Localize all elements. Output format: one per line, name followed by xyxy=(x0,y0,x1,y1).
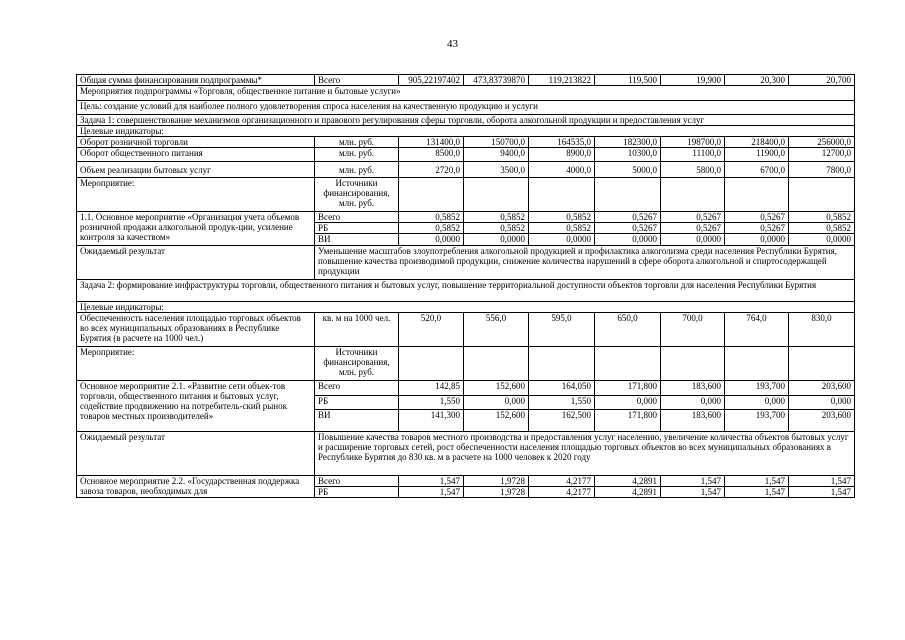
measure-value: 1,547 xyxy=(399,475,464,486)
result-text: Уменьшение масштабов злоупотребления алкогольной продукцией и профилактика алкоголизма среди населения Республики Бурятия, повышение качества производимой продукции, снижение количества нарушений в сфере оборота алкогольной и спиртосодержащей продукции xyxy=(315,245,855,279)
indicator-value: 7800,0 xyxy=(789,162,855,178)
measure-row xyxy=(77,380,855,395)
measure-row xyxy=(77,212,855,223)
measure-value: 193,700 xyxy=(725,409,789,431)
measure-value: 0,000 xyxy=(464,395,529,409)
indicator-value: 164535,0 xyxy=(529,137,595,148)
measure-value: 0,5852 xyxy=(529,212,595,223)
indicator-value: 520,0 xyxy=(399,312,464,346)
measure-value: 1,550 xyxy=(399,395,464,409)
measure-value: 0,0000 xyxy=(725,234,789,245)
measure-row xyxy=(77,475,855,486)
result-row xyxy=(77,245,855,279)
measure-value: 4,2177 xyxy=(529,486,595,497)
indicator-value: 256000,0 xyxy=(789,137,855,148)
measure-value: 0,5267 xyxy=(595,212,661,223)
measure-value: 0,000 xyxy=(789,395,855,409)
indicator-value: 6700,0 xyxy=(725,162,789,178)
measure-value: 0,5267 xyxy=(595,223,661,234)
measure-value: 0,000 xyxy=(661,395,725,409)
measure-value: 1,547 xyxy=(661,475,725,486)
source-label: РБ xyxy=(315,395,399,409)
indicator-value: 150700,0 xyxy=(464,137,529,148)
source-label: ВИ xyxy=(315,409,399,431)
measure-name: Основное мероприятие 2.1. «Развитие сети объек-тов торговли, общественного питания и бытовых услуг, содействие продвижению на потребитель-ский рынок товаров местных производителей» xyxy=(77,380,315,431)
measure-value: 1,547 xyxy=(399,486,464,497)
measure-value: 0,5852 xyxy=(789,223,855,234)
indicator-value: 198700,0 xyxy=(661,137,725,148)
measure-value: 1,547 xyxy=(725,475,789,486)
measure-value: 0,0000 xyxy=(464,234,529,245)
measure-value: 1,9728 xyxy=(464,486,529,497)
indicator-name: Объем реализации бытовых услуг xyxy=(77,162,315,178)
measure-value: 0,5267 xyxy=(661,212,725,223)
measure-value: 1,9728 xyxy=(464,475,529,486)
page-number: 43 xyxy=(447,38,458,50)
goal: Цель: создание условий для наиболее полного удовлетворения спроса населения на качественную продукцию и услуги xyxy=(77,101,855,115)
measure-value: 142,85 xyxy=(399,380,464,395)
measure-value: 1,547 xyxy=(789,475,855,486)
measure-value: 0,5267 xyxy=(725,223,789,234)
sources-label: Источники финансирования, млн. руб. xyxy=(315,178,399,212)
measure-name: Основное мероприятие 2.2. «Государственная поддержка завоза товаров, необходимых для xyxy=(77,475,315,497)
indicator-value: 218400,0 xyxy=(725,137,789,148)
measure-value: 0,5852 xyxy=(789,212,855,223)
measure-value: 0,5852 xyxy=(529,223,595,234)
measure-value: 0,000 xyxy=(725,395,789,409)
indicator-row xyxy=(77,162,855,178)
indicator-name: Обеспеченность населения площадью торговых объектов во всех муниципальных образованиях в Республике Бурятия (в расчете на 1000 чел.) xyxy=(77,312,315,346)
indicator-value: 650,0 xyxy=(595,312,661,346)
measure-value: 1,547 xyxy=(661,486,725,497)
measure-value: 164,050 xyxy=(529,380,595,395)
funding-value: 20,300 xyxy=(725,75,789,86)
funding-label: Общая сумма финансирования подпрограммы* xyxy=(77,75,315,86)
result-label: Ожидаемый результат xyxy=(77,431,315,475)
measure-value: 0,0000 xyxy=(661,234,725,245)
indicator-value: 11100,0 xyxy=(661,148,725,162)
task2-title: Задача 2: формирование инфраструктуры торговли, общественного питания и бытовых услуг, повышение территориальной доступности объектов торговли для населения Республики Бурятия xyxy=(77,279,855,301)
indicator-unit: кв. м на 1000 чел. xyxy=(315,312,399,346)
measure-value: 183,600 xyxy=(661,380,725,395)
measure-value: 171,800 xyxy=(595,409,661,431)
indicator-name: Оборот общественного питания xyxy=(77,148,315,162)
measure-value: 0,0000 xyxy=(529,234,595,245)
measure-value: 0,0000 xyxy=(789,234,855,245)
funding-value: 20,700 xyxy=(789,75,855,86)
measure-value: 183,600 xyxy=(661,409,725,431)
indicator-value: 12700,0 xyxy=(789,148,855,162)
indicator-value: 5000,0 xyxy=(595,162,661,178)
measure-value: 152,600 xyxy=(464,409,529,431)
measure-value: 0,5852 xyxy=(399,212,464,223)
subprogram-title: Мероприятия подпрограммы «Торговля, общественное питание и бытовые услуги» xyxy=(77,86,855,101)
measure-value: 1,550 xyxy=(529,395,595,409)
funding-type: Всего xyxy=(315,75,399,86)
measure-value: 0,5267 xyxy=(725,212,789,223)
measure-value: 193,700 xyxy=(725,380,789,395)
measure-value: 0,0000 xyxy=(399,234,464,245)
source-label: РБ xyxy=(315,486,399,497)
indicator-value: 131400,0 xyxy=(399,137,464,148)
task2-indicators-label: Целевые индикаторы: xyxy=(77,301,855,312)
source-label: Всего xyxy=(315,380,399,395)
measure-value: 152,600 xyxy=(464,380,529,395)
measure-value: 0,0000 xyxy=(595,234,661,245)
indicator-value: 8500,0 xyxy=(399,148,464,162)
measure-value: 171,800 xyxy=(595,380,661,395)
funding-value: 119,213822 xyxy=(529,75,595,86)
indicator-value: 2720,0 xyxy=(399,162,464,178)
indicator-unit: млн. руб. xyxy=(315,137,399,148)
measure-value: 4,2891 xyxy=(595,486,661,497)
measure-value: 0,5852 xyxy=(464,223,529,234)
indicator-row xyxy=(77,312,855,346)
indicator-value: 595,0 xyxy=(529,312,595,346)
measure-value: 0,5267 xyxy=(661,223,725,234)
measure-value: 162,500 xyxy=(529,409,595,431)
funding-value: 905,22197402 xyxy=(399,75,464,86)
measure-value: 203,600 xyxy=(789,409,855,431)
measure-value: 4,2891 xyxy=(595,475,661,486)
measure-value: 0,000 xyxy=(595,395,661,409)
measure-value: 1,547 xyxy=(725,486,789,497)
measure-value: 4,2177 xyxy=(529,475,595,486)
indicator-unit: млн. руб. xyxy=(315,162,399,178)
indicator-value: 8900,0 xyxy=(529,148,595,162)
result-text: Повышение качества товаров местного производства и предоставления услуг населению, увеличение количества объектов бытовых услуг и расширение торговых сетей, рост обеспеченности населения площадью торговых объектов во всех муниципальных образованиях в Республике Бурятия до 830 кв. м в расчете на 1000 человек к 2020 году xyxy=(315,431,855,475)
indicator-value: 830,0 xyxy=(789,312,855,346)
source-label: РБ xyxy=(315,223,399,234)
indicator-value: 10300,0 xyxy=(595,148,661,162)
indicator-row xyxy=(77,137,855,148)
measure-value: 0,5852 xyxy=(399,223,464,234)
funding-row xyxy=(77,75,855,86)
indicator-value: 11900,0 xyxy=(725,148,789,162)
source-label: Всего xyxy=(315,475,399,486)
sources-label: Источники финансирования, млн. руб. xyxy=(315,346,399,380)
indicator-value: 4000,0 xyxy=(529,162,595,178)
indicator-value: 5800,0 xyxy=(661,162,725,178)
measure-label: Мероприятие: xyxy=(77,346,315,380)
indicator-value: 764,0 xyxy=(725,312,789,346)
funding-value: 19,900 xyxy=(661,75,725,86)
measure-header-row xyxy=(77,178,855,212)
funding-value: 119,500 xyxy=(595,75,661,86)
task1-title: Задача 1: совершенствование механизмов организационного и правового регулирования сферы торговли, оборота алкогольной продукции и предоставления услуг xyxy=(77,115,855,126)
indicator-name: Оборот розничной торговли xyxy=(77,137,315,148)
indicator-value: 9400,0 xyxy=(464,148,529,162)
measure-name: 1.1. Основное мероприятие «Организация учета объемов розничной продажи алкогольной продук-ции, усиление контроля за качеством» xyxy=(77,212,315,245)
indicator-unit: млн. руб. xyxy=(315,148,399,162)
source-label: ВИ xyxy=(315,234,399,245)
result-row xyxy=(77,431,855,475)
task1-indicators-label: Целевые индикаторы: xyxy=(77,126,855,137)
measure-value: 203,600 xyxy=(789,380,855,395)
measure-value: 141,300 xyxy=(399,409,464,431)
measure-value: 0,5852 xyxy=(464,212,529,223)
indicator-value: 700,0 xyxy=(661,312,725,346)
indicator-value: 3500,0 xyxy=(464,162,529,178)
funding-value: 473,83739870 xyxy=(464,75,529,86)
program-table xyxy=(76,74,855,498)
indicator-row xyxy=(77,148,855,162)
measure-value: 1,547 xyxy=(789,486,855,497)
result-label: Ожидаемый результат xyxy=(77,245,315,279)
measure-label: Мероприятие: xyxy=(77,178,315,212)
source-label: Всего xyxy=(315,212,399,223)
indicator-value: 182300,0 xyxy=(595,137,661,148)
measure-header-row xyxy=(77,346,855,380)
indicator-value: 556,0 xyxy=(464,312,529,346)
